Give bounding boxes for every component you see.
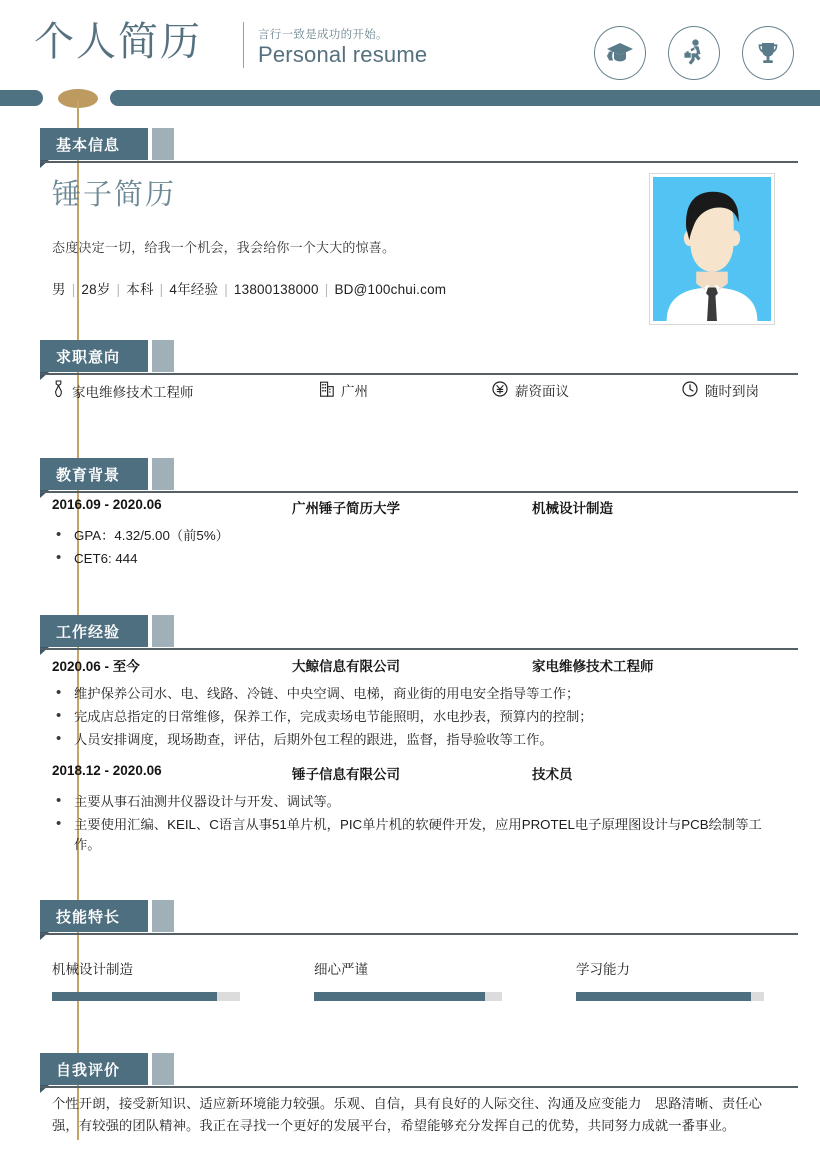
work-position: 技术员: [532, 767, 573, 782]
building-icon: [320, 381, 334, 400]
education-entry-header: [52, 497, 782, 519]
basic-info-body: [52, 172, 446, 298]
section-header-education: [0, 458, 820, 498]
section-job-intention: [0, 340, 820, 380]
meta-phone: 13800138000: [233, 282, 319, 297]
section-tab-skills: [40, 900, 148, 932]
section-tab-education: [40, 458, 148, 490]
section-tab-accent-block: [152, 900, 174, 932]
section-tab-accent-block: [152, 615, 174, 647]
section-header-intention: [0, 340, 820, 380]
candidate-meta-line: [52, 278, 446, 298]
section-tab-summary: [40, 1053, 148, 1085]
skill-progress-fill: [314, 992, 485, 1001]
list-item: • 人员安排调度，现场勘查，评估，后期外包工程的跟进，监督，指导验收等工作。: [52, 730, 782, 750]
header-icon-group: [594, 26, 794, 80]
work-period: 2020.06 - 至今: [52, 659, 140, 674]
intention-item-city: [320, 380, 368, 400]
section-tab-label: 基本信息: [56, 136, 121, 154]
education-bullet-list: [52, 526, 782, 569]
section-tab-accent-block: [152, 340, 174, 372]
self-evaluation-text: 个性开朗，接受新知识、适应新环境能力较强。乐观、自信，具有良好的人际交往、沟通及应变能力 思路清晰、责任心强，有较强的团队精神。我正在寻找一个更好的发展平台，希望能够充分发挥自己的优势，共同努力成就一番事业。: [52, 1096, 763, 1133]
skill-label: 学习能力: [576, 962, 630, 977]
intention-item-label: 随时到岗: [705, 384, 759, 399]
work-period: 2018.12 - 2020.06: [52, 763, 162, 778]
skill-progress-track: [52, 992, 240, 1001]
section-tab-work: [40, 615, 148, 647]
section-header-summary: [0, 1053, 820, 1093]
candidate-name: 锤子简历: [52, 179, 177, 211]
section-tab-label: 工作经验: [56, 623, 121, 641]
photo-illustration: [653, 177, 771, 321]
work-company: 锤子信息有限公司: [292, 767, 400, 782]
meta-experience: 4年经验: [169, 282, 219, 297]
work-entry-1: [52, 655, 782, 753]
intention-item-label: 薪资面议: [515, 384, 569, 399]
section-header-skills: [0, 900, 820, 940]
meta-gender: 男: [52, 282, 66, 297]
skill-item-2: [314, 958, 502, 1001]
accent-bar-left-cap: [0, 90, 43, 106]
section-rule-basic: [40, 161, 798, 163]
section-skills: [0, 900, 820, 940]
intention-row: [52, 380, 792, 406]
section-header-work: [0, 615, 820, 655]
work-entry-header: [52, 763, 782, 785]
list-item: • 主要使用汇编、KEIL、C语言从事51单片机，PIC单片机的软硬件开发，应用PROTEL电子原理图设计与PCB绘制等工作。: [52, 815, 782, 855]
section-rule-skills: [40, 933, 798, 935]
skill-item-3: [576, 958, 764, 1001]
meta-separator: |: [224, 282, 228, 297]
meta-separator: |: [71, 282, 76, 297]
section-rule-summary: [40, 1086, 798, 1088]
meta-email: BD@100chui.com: [334, 282, 447, 297]
work-entry-2: [52, 763, 782, 858]
header-subtitle-cn: 言行一致是成功的开始。: [258, 29, 388, 41]
list-item: • GPA：4.32/5.00（前5%）: [52, 526, 782, 546]
section-tab-intention: [40, 340, 148, 372]
meta-age: 28岁: [81, 282, 111, 297]
businessman-walking-icon: [668, 26, 720, 80]
education-period: 2016.09 - 2020.06: [52, 497, 162, 512]
intention-item-label: 家电维修技术工程师: [72, 384, 194, 400]
section-tab-accent-block: [152, 458, 174, 490]
intention-item-position: [52, 380, 194, 401]
meta-degree: 本科: [126, 282, 154, 297]
section-rule-work: [40, 648, 798, 650]
necktie-icon: [52, 380, 65, 401]
meta-separator: |: [324, 282, 329, 297]
education-school: 广州锤子简历大学: [292, 501, 400, 516]
list-item: • CET6: 444: [52, 549, 782, 569]
page-title: 个人简历: [34, 19, 202, 65]
section-work-experience: [0, 615, 820, 655]
skill-item-1: [52, 958, 240, 1001]
yuan-circle-icon: [492, 381, 508, 400]
skill-label: 细心严谨: [314, 962, 368, 977]
skill-label: 机械设计制造: [52, 962, 133, 977]
section-tab-label: 技能特长: [56, 908, 121, 926]
list-item: • 维护保养公司水、电、线路、冷链、中央空调、电梯，商业街的用电安全指导等工作；: [52, 684, 782, 704]
work-bullet-list: [52, 684, 782, 750]
section-tab-label: 教育背景: [56, 466, 121, 484]
page-header: [0, 0, 820, 88]
list-item: • 主要从事石油测井仪器设计与开发、调试等。: [52, 792, 782, 812]
work-bullet-list: [52, 792, 782, 855]
meta-separator: |: [159, 282, 164, 297]
trophy-icon: [742, 26, 794, 80]
work-company: 大鲸信息有限公司: [292, 659, 400, 674]
list-item: • 完成店总指定的日常维修，保养工作，完成卖场电节能照明，水电抄表，预算内的控制；: [52, 707, 782, 727]
clock-icon: [682, 381, 698, 400]
intention-item-salary: [492, 380, 569, 400]
section-education: [0, 458, 820, 498]
section-tab-accent-block: [152, 128, 174, 160]
education-major: 机械设计制造: [532, 501, 613, 516]
intention-item-label: 广州: [341, 384, 368, 399]
meta-separator: |: [116, 282, 121, 297]
graduation-cap-icon: [594, 26, 646, 80]
section-tab-label: 求职意向: [56, 348, 121, 366]
header-subtitle-en: Personal resume: [258, 42, 428, 67]
skills-row: [52, 958, 782, 1008]
skill-progress-fill: [52, 992, 217, 1001]
intention-item-availability: [682, 380, 759, 400]
accent-bar-main: [110, 90, 820, 106]
work-position: 家电维修技术工程师: [532, 659, 654, 674]
section-basic-info: [0, 128, 820, 168]
skill-progress-track: [314, 992, 502, 1001]
candidate-motto: 态度决定一切，给我一个机会，我会给你一个大大的惊喜。: [52, 240, 396, 255]
section-header-basic: [0, 128, 820, 168]
skill-progress-track: [576, 992, 764, 1001]
header-divider-line: [243, 22, 244, 68]
section-self-evaluation: [0, 1053, 820, 1093]
section-tab-label: 自我评价: [56, 1061, 121, 1079]
section-rule-education: [40, 491, 798, 493]
candidate-photo: [649, 173, 775, 325]
header-accent-bar: [0, 90, 820, 106]
section-tab-basic: [40, 128, 148, 160]
skill-progress-fill: [576, 992, 751, 1001]
education-entry: [52, 497, 782, 572]
section-rule-intention: [40, 373, 798, 375]
section-tab-accent-block: [152, 1053, 174, 1085]
work-entry-header: [52, 655, 782, 677]
